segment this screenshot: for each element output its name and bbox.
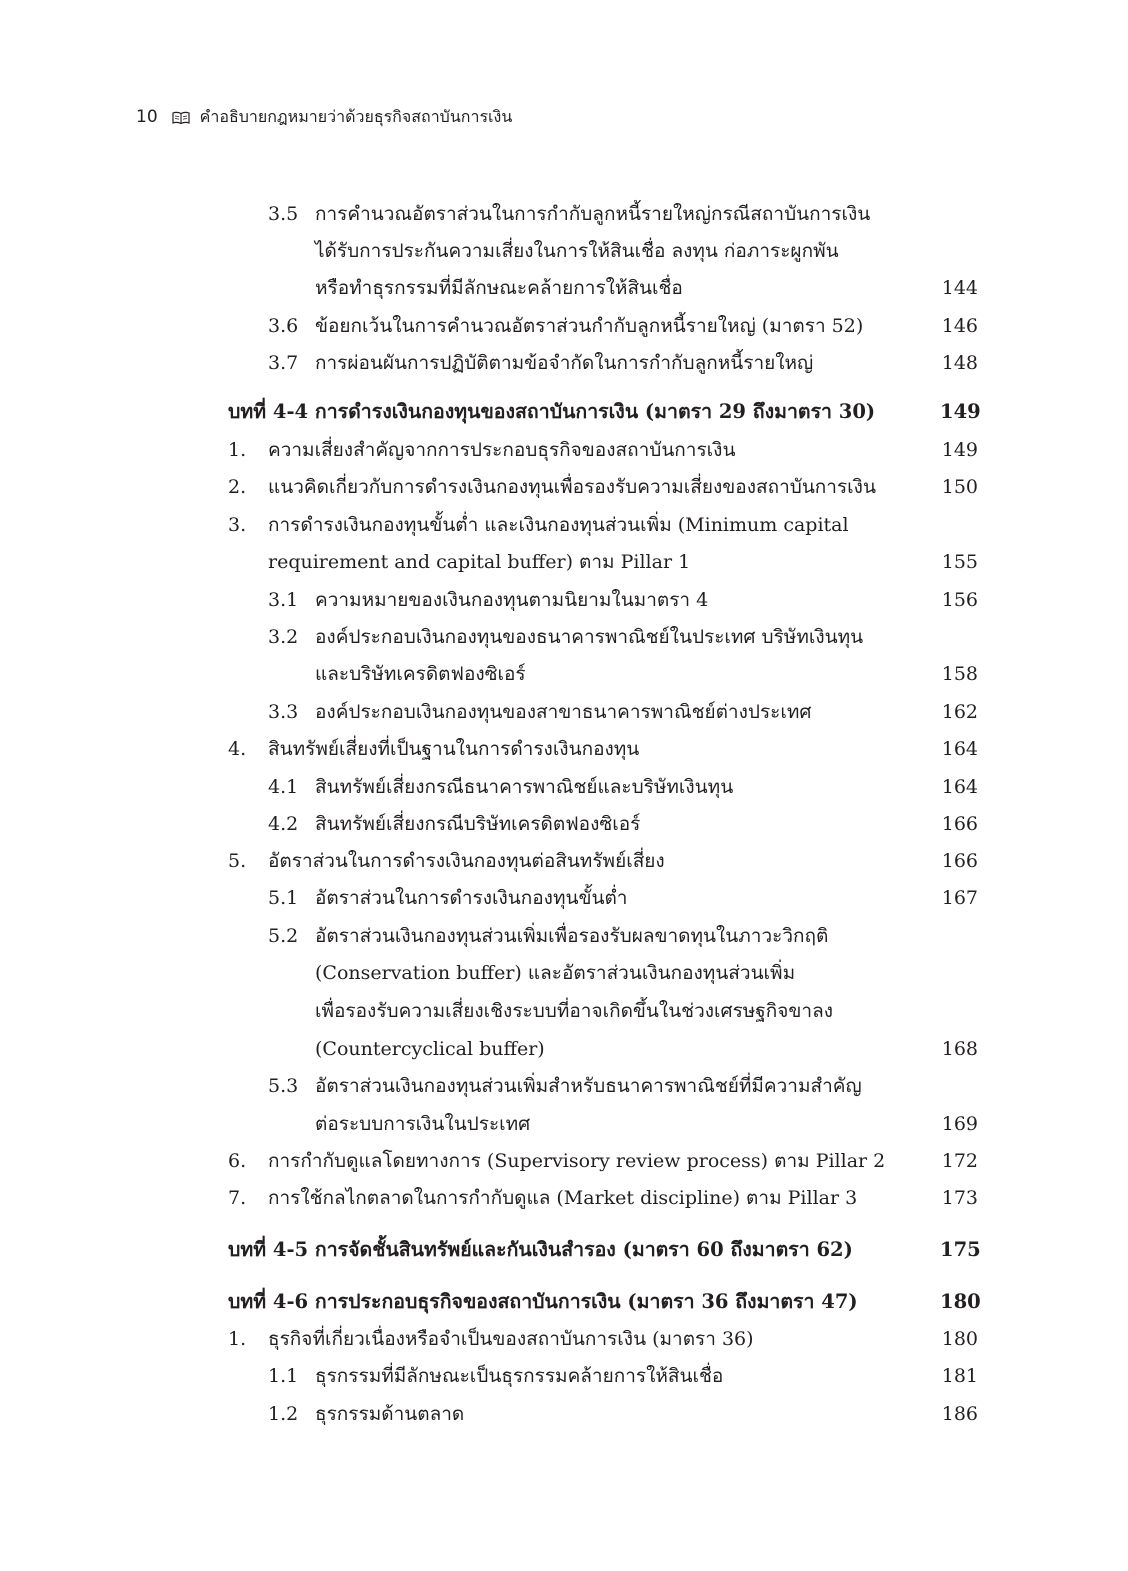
toc-entry-number: 4.	[228, 738, 247, 760]
toc-entry-number: 3.6	[268, 315, 299, 337]
toc-page-number: 150	[941, 476, 978, 498]
toc-entry-title: อัตราส่วนเงินกองทุนส่วนเพิ่มเพื่อรองรับผลขาดทุนในภาวะวิกฤติ	[315, 925, 829, 947]
toc-entry-number: 4.1	[268, 776, 299, 798]
toc-entry-number: 3.5	[268, 203, 299, 225]
toc-entry-number: 3.7	[268, 352, 299, 374]
toc-entry-title: สินทรัพย์เสี่ยงกรณีธนาคารพาณิชย์และบริษัทเงินทุน	[315, 776, 734, 798]
toc-page-number: 166	[941, 850, 978, 872]
toc-entry-continuation: ได้รับการประกันความเสี่ยงในการให้สินเชื่อ ลงทุน ก่อภาระผูกพัน	[315, 240, 839, 262]
toc-entry-number: 3.3	[268, 701, 299, 723]
toc-entry-title: ธุรกรรมที่มีลักษณะเป็นธุรกรรมคล้ายการให้สินเชื่อ	[315, 1365, 724, 1387]
toc-page-number: 186	[941, 1403, 978, 1425]
toc-entry-title: สินทรัพย์เสี่ยงกรณีบริษัทเครดิตฟองซิเอร์	[315, 813, 641, 835]
toc-entry-title: การกำกับดูแลโดยทางการ (Supervisory review process) ตาม Pillar 2	[268, 1150, 886, 1172]
toc-entry-title: อัตราส่วนในการดำรงเงินกองทุนต่อสินทรัพย์เสี่ยง	[268, 850, 665, 872]
toc-entry-continuation: ต่อระบบการเงินในประเทศ	[315, 1113, 531, 1135]
toc-entry-title: ธุรกิจที่เกี่ยวเนื่องหรือจำเป็นของสถาบันการเงิน (มาตรา 36)	[268, 1328, 754, 1350]
toc-entry-title: การใช้กลไกตลาดในการกำกับดูแล (Market discipline) ตาม Pillar 3	[268, 1187, 858, 1209]
toc-entry-continuation: (Countercyclical buffer)	[315, 1038, 545, 1060]
toc-page-number: 167	[941, 887, 978, 909]
toc-page-number: 181	[941, 1365, 978, 1387]
chapter-page-number: 175	[940, 1238, 981, 1261]
toc-entry-number: 5.2	[268, 925, 299, 947]
toc-entry-continuation: เพื่อรองรับความเสี่ยงเชิงระบบที่อาจเกิดขึ้นในช่วงเศรษฐกิจขาลง	[315, 1000, 834, 1022]
toc-entry-number: 5.1	[268, 887, 299, 909]
toc-page-number: 162	[941, 701, 978, 723]
toc-entry-title: อัตราส่วนในการดำรงเงินกองทุนขั้นต่ำ	[315, 887, 628, 909]
toc-entry-number: 7.	[228, 1187, 247, 1209]
toc-entry-title: การดำรงเงินกองทุนขั้นต่ำ และเงินกองทุนส่วนเพิ่ม (Minimum capital	[268, 514, 849, 536]
toc-entry-number: 1.	[228, 1328, 247, 1350]
toc-page-number: 166	[941, 813, 978, 835]
toc-page-number: 148	[941, 352, 978, 374]
toc-entry-continuation: หรือทำธุรกรรมที่มีลักษณะคล้ายการให้สินเชื่อ	[315, 277, 683, 299]
toc-page-number: 169	[941, 1113, 978, 1135]
toc-entry-number: 5.3	[268, 1075, 299, 1097]
toc-page-number: 180	[941, 1328, 978, 1350]
toc-entry-title: แนวคิดเกี่ยวกับการดำรงเงินกองทุนเพื่อรองรับความเสี่ยงของสถาบันการเงิน	[268, 476, 876, 498]
toc-entry-number: 1.1	[268, 1365, 299, 1387]
toc-page-number: 164	[941, 776, 978, 798]
toc-entry-number: 1.	[228, 439, 247, 461]
chapter-page-number: 149	[940, 400, 981, 423]
toc-entry-title: องค์ประกอบเงินกองทุนของสาขาธนาคารพาณิชย์ต่างประเทศ	[315, 701, 812, 723]
toc-page-number: 149	[941, 439, 978, 461]
toc-entry-title: ความหมายของเงินกองทุนตามนิยามในมาตรา 4	[315, 589, 709, 611]
toc-entry-number: 5.	[228, 850, 247, 872]
toc-entry-number: 2.	[228, 476, 247, 498]
toc-entry-title: ธุรกรรมด้านตลาด	[315, 1403, 465, 1425]
toc-entry-continuation: และบริษัทเครดิตฟองซิเอร์	[315, 663, 526, 685]
chapter-page-number: 180	[940, 1290, 981, 1313]
toc-entry-title: การคำนวณอัตราส่วนในการกำกับลูกหนี้รายใหญ่กรณีสถาบันการเงิน	[315, 203, 871, 225]
toc-entry-title: อัตราส่วนเงินกองทุนส่วนเพิ่มสำหรับธนาคารพาณิชย์ที่มีความสำคัญ	[315, 1075, 862, 1097]
chapter-heading-4-4: บทที่ 4-4 การดำรงเงินกองทุนของสถาบันการเงิน (มาตรา 29 ถึงมาตรา 30)	[228, 400, 876, 423]
toc-entry-number: 3.1	[268, 589, 299, 611]
toc-entry-title: ความเสี่ยงสำคัญจากการประกอบธุรกิจของสถาบันการเงิน	[268, 439, 736, 461]
toc-entry-number: 3.	[228, 514, 247, 536]
toc-entry-number: 6.	[228, 1150, 247, 1172]
chapter-heading-4-6: บทที่ 4-6 การประกอบธุรกิจของสถาบันการเงิน (มาตรา 36 ถึงมาตรา 47)	[228, 1290, 858, 1313]
toc-entry-number: 1.2	[268, 1403, 299, 1425]
toc-entry-title: การผ่อนผันการปฏิบัติตามข้อจำกัดในการกำกับลูกหนี้รายใหญ่	[315, 352, 814, 374]
book-title: คำอธิบายกฎหมายว่าด้วยธุรกิจสถาบันการเงิน	[199, 106, 513, 126]
toc-page-number: 155	[941, 551, 978, 573]
toc-entry-continuation: (Conservation buffer) และอัตราส่วนเงินกองทุนส่วนเพิ่ม	[315, 962, 796, 984]
toc-page-number: 146	[941, 315, 978, 337]
toc-entry-continuation: requirement and capital buffer) ตาม Pillar 1	[268, 551, 691, 573]
toc-entry-title: ข้อยกเว้นในการคำนวณอัตราส่วนกำกับลูกหนี้รายใหญ่ (มาตรา 52)	[315, 315, 864, 337]
page-number: 10	[136, 107, 158, 127]
toc-entry-number: 3.2	[268, 626, 299, 648]
chapter-heading-4-5: บทที่ 4-5 การจัดชั้นสินทรัพย์และกันเงินสำรอง (มาตรา 60 ถึงมาตรา 62)	[228, 1238, 853, 1261]
toc-page-number: 164	[941, 738, 978, 760]
toc-page-number: 158	[941, 663, 978, 685]
toc-page-number: 168	[941, 1038, 978, 1060]
toc-entry-number: 4.2	[268, 813, 299, 835]
toc-page-number: 156	[941, 589, 978, 611]
toc-entry-title: สินทรัพย์เสี่ยงที่เป็นฐานในการดำรงเงินกองทุน	[268, 738, 640, 760]
toc-page-number: 144	[941, 277, 978, 299]
toc-entry-title: องค์ประกอบเงินกองทุนของธนาคารพาณิชย์ในประเทศ บริษัทเงินทุน	[315, 626, 864, 648]
toc-page-number: 172	[941, 1150, 978, 1172]
toc-page-number: 173	[941, 1187, 978, 1209]
